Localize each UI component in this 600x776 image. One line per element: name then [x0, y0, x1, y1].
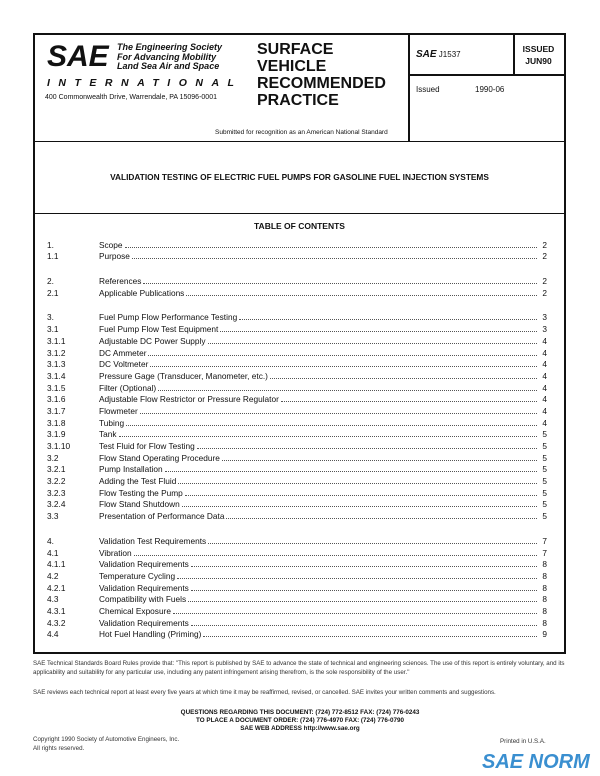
toc-title: DC Ammeter — [99, 347, 147, 358]
international-text: INTERNATIONAL — [47, 77, 243, 89]
row-divider — [408, 74, 564, 76]
toc-leader — [177, 578, 537, 579]
toc-entry — [47, 334, 547, 346]
toc-leader — [126, 425, 537, 426]
toc-entry — [47, 546, 547, 558]
printed-in: Printed in U.S.A. — [500, 738, 546, 745]
toc-leader — [208, 543, 537, 544]
toc-title: Adjustable Flow Restrictor or Pressure Regulator — [99, 394, 279, 405]
toc-entry — [47, 451, 547, 463]
toc-entry — [47, 286, 547, 298]
order-line: TO PLACE A DOCUMENT ORDER: (724) 776-4970 FAX: (724) 776-0790 — [196, 717, 404, 724]
toc-page: 3 — [542, 312, 547, 323]
address: 400 Commonwealth Drive, Warrendale, PA 15096-0001 — [45, 94, 217, 101]
toc-number: 3.1.4 — [47, 370, 66, 381]
toc-entry — [47, 250, 547, 262]
toc-entry — [47, 439, 547, 451]
toc-number: 1.1 — [47, 251, 59, 262]
toc-page: 4 — [542, 394, 547, 405]
toc-number: 3.1.1 — [47, 335, 66, 346]
toc-number: 3.1.9 — [47, 429, 66, 440]
toc-number: 3.1.5 — [47, 382, 66, 393]
toc-leader — [134, 555, 537, 556]
toc-title: Validation Requirements — [99, 582, 189, 593]
toc-entry — [47, 558, 547, 570]
toc-entry — [47, 274, 547, 286]
toc-number: 3.1.10 — [47, 441, 71, 451]
toc-title: Pressure Gage (Transducer, Manometer, etc.) — [99, 370, 268, 381]
document-title: VALIDATION TESTING OF ELECTRIC FUEL PUMPS FOR GASOLINE FUEL INJECTION SYSTEMS — [35, 141, 564, 214]
toc-entry — [47, 404, 547, 416]
category-title: SURFACE VEHICLE RECOMMENDED PRACTICE — [257, 41, 386, 109]
toc-title: Test Fluid for Flow Testing — [99, 441, 195, 451]
toc-title: Applicable Publications — [99, 287, 185, 298]
toc-page: 5 — [542, 429, 547, 440]
tagline: The Engineering Society For Advancing Mobility Land Sea Air and Space — [117, 42, 223, 71]
toc-title: Presentation of Performance Data — [99, 511, 225, 522]
toc-title: Validation Requirements — [99, 617, 189, 628]
toc-page: 9 — [542, 629, 547, 640]
toc-title: Compatibility with Fuels — [99, 594, 187, 605]
toc-leader — [281, 401, 537, 402]
toc-entry — [47, 311, 547, 323]
toc-leader — [148, 355, 537, 356]
toc-title: Vibration — [99, 547, 132, 558]
toc-number: 2. — [47, 276, 54, 287]
toc-page: 2 — [542, 239, 547, 250]
toc-page: 2 — [542, 287, 547, 298]
toc-page: 4 — [542, 417, 547, 428]
toc-leader — [158, 390, 537, 391]
toc-page: 5 — [542, 511, 547, 522]
toc-number: 3.1.8 — [47, 417, 66, 428]
toc-number: 1. — [47, 239, 54, 250]
issued-label: Issued — [416, 85, 440, 94]
toc-number: 3.2.4 — [47, 499, 66, 510]
toc-number: 3.2.2 — [47, 476, 66, 487]
toc-number: 3.1.2 — [47, 347, 66, 358]
toc-entry — [47, 393, 547, 405]
toc-leader — [208, 343, 537, 344]
toc-page: 5 — [542, 499, 547, 510]
toc-number: 4.3 — [47, 594, 59, 605]
rights: All rights reserved. — [33, 745, 85, 752]
toc-entry — [47, 498, 547, 510]
toc-title: Filter (Optional) — [99, 382, 157, 393]
toc-leader — [197, 448, 537, 449]
toc-number: 3.1.6 — [47, 394, 66, 405]
toc-entry — [47, 593, 547, 605]
toc-title: Temperature Cycling — [99, 570, 176, 581]
toc-leader — [203, 636, 537, 637]
toc-page: 8 — [542, 582, 547, 593]
toc-entry — [47, 428, 547, 440]
toc-entry — [47, 628, 547, 640]
toc-leader — [143, 283, 537, 284]
toc-page: 2 — [542, 251, 547, 262]
toc-page: 4 — [542, 335, 547, 346]
toc-page: 7 — [542, 547, 547, 558]
toc-page: 8 — [542, 570, 547, 581]
web-address: SAE WEB ADDRESS http://www.sae.org — [240, 725, 360, 732]
toc-leader — [165, 471, 537, 472]
toc-leader — [185, 495, 537, 496]
toc-leader — [222, 460, 537, 461]
toc-page: 5 — [542, 464, 547, 475]
toc-leader — [132, 258, 537, 259]
toc-title: Pump Installation — [99, 464, 163, 475]
toc-title: Validation Requirements — [99, 559, 189, 570]
questions-line: QUESTIONS REGARDING THIS DOCUMENT: (724) 772-8512 FAX: (724) 776-0243 — [180, 709, 420, 716]
toc-entry — [47, 486, 547, 498]
toc-entry — [47, 463, 547, 475]
toc-title: Chemical Exposure — [99, 605, 171, 616]
toc-page: 5 — [542, 452, 547, 463]
toc-page: 8 — [542, 594, 547, 605]
header-block — [35, 35, 564, 142]
copyright: Copyright 1990 Society of Automotive Engineers, Inc. — [33, 736, 180, 743]
toc-page: 5 — [542, 487, 547, 498]
toc-number: 4.2 — [47, 570, 59, 581]
toc-leader — [186, 295, 537, 296]
toc-number: 4. — [47, 535, 54, 546]
toc-number: 3.2 — [47, 452, 59, 463]
toc-leader — [119, 436, 537, 437]
toc-page: 5 — [542, 476, 547, 487]
toc-number: 3. — [47, 312, 54, 323]
toc-title: Validation Test Requirements — [99, 535, 207, 546]
toc-page: 4 — [542, 405, 547, 416]
toc-leader — [182, 506, 537, 507]
toc-title: Purpose — [99, 251, 130, 262]
issued-date: 1990-06 — [475, 85, 505, 94]
toc-title: Flow Stand Operating Procedure — [99, 452, 220, 463]
toc-leader — [140, 413, 537, 414]
toc-number: 3.1.7 — [47, 405, 66, 416]
toc-page: 3 — [542, 324, 547, 335]
toc-number: 3.3 — [47, 511, 59, 522]
toc-title: Flow Testing the Pump — [99, 487, 183, 498]
toc-number: 3.1 — [47, 324, 59, 335]
toc-entry — [47, 509, 547, 521]
toc-title: Hot Fuel Handling (Priming) — [99, 629, 202, 640]
toc-entry — [47, 358, 547, 370]
sae-logo: SAE The Engineering Society For Advancing Mobility Land Sea Air and Space — [47, 40, 223, 73]
toc-title: Tank — [99, 429, 117, 440]
toc-entry — [47, 569, 547, 581]
policy-text-2: SAE reviews each technical report at least every five years at which time it may be reaffirmed, revised, or cancelled. SAE invites your written comments and suggestions. — [33, 689, 496, 696]
toc-leader — [178, 483, 537, 484]
toc-entry — [47, 238, 547, 250]
toc-number: 4.1 — [47, 547, 59, 558]
submitted-note: Submitted for recognition as an American National Standard — [215, 129, 388, 136]
toc-heading: TABLE OF CONTENTS — [254, 221, 345, 231]
document-number: SAE J1537 — [416, 49, 461, 60]
toc-title: DC Voltmeter — [99, 359, 149, 370]
toc-page: 8 — [542, 559, 547, 570]
toc-leader — [191, 625, 537, 626]
toc-leader — [188, 601, 537, 602]
toc-title: Tubing — [99, 417, 125, 428]
toc-title: References — [99, 276, 142, 287]
document-frame — [33, 33, 566, 654]
toc-page: 2 — [542, 276, 547, 287]
toc-page: 4 — [542, 382, 547, 393]
toc-page: 8 — [542, 617, 547, 628]
table-of-contents — [47, 238, 547, 639]
policy-text-1: SAE Technical Standards Board Rules provide that: "This report is published by SAE to advance the state of technical and engineering sciences. The use of this report is entirely voluntary, and its applicability and suitability for any particular use, including any patent infringement arising therefrom, is the sole responsibility of the user." — [33, 660, 565, 676]
toc-number: 4.4 — [47, 629, 59, 640]
toc-page: 4 — [542, 347, 547, 358]
toc-title: Adding the Test Fluid — [99, 476, 177, 487]
toc-leader — [173, 613, 537, 614]
toc-title: Scope — [99, 239, 123, 250]
toc-entry — [47, 416, 547, 428]
toc-leader — [226, 518, 537, 519]
toc-entry — [47, 604, 547, 616]
toc-number: 3.1.3 — [47, 359, 66, 370]
toc-page: 7 — [542, 535, 547, 546]
toc-entry — [47, 381, 547, 393]
toc-number: 2.1 — [47, 287, 59, 298]
issued-badge: ISSUED JUN90 — [522, 44, 555, 66]
toc-leader — [220, 331, 537, 332]
toc-page: 4 — [542, 359, 547, 370]
toc-entry — [47, 616, 547, 628]
toc-entry — [47, 474, 547, 486]
toc-title: Adjustable DC Power Supply — [99, 335, 206, 346]
toc-entry — [47, 322, 547, 334]
toc-title: Fuel Pump Flow Performance Testing — [99, 312, 238, 323]
toc-leader — [270, 378, 537, 379]
toc-leader — [191, 590, 537, 591]
toc-number: 3.2.1 — [47, 464, 66, 475]
toc-entry — [47, 534, 547, 546]
toc-number: 4.2.1 — [47, 582, 66, 593]
toc-page: 8 — [542, 605, 547, 616]
toc-number: 4.3.2 — [47, 617, 66, 628]
column-divider — [408, 35, 410, 141]
toc-number: 4.3.1 — [47, 605, 66, 616]
toc-leader — [125, 247, 537, 248]
toc-leader — [191, 566, 537, 567]
toc-title: Flowmeter — [99, 405, 138, 416]
toc-page: 5 — [542, 441, 547, 451]
toc-title: Fuel Pump Flow Test Equipment — [99, 324, 219, 335]
toc-title: Flow Stand Shutdown — [99, 499, 180, 510]
toc-entry — [47, 369, 547, 381]
toc-number: 3.2.3 — [47, 487, 66, 498]
toc-leader — [150, 366, 537, 367]
toc-page: 4 — [542, 370, 547, 381]
toc-entry — [47, 346, 547, 358]
toc-entry — [47, 581, 547, 593]
toc-number: 4.1.1 — [47, 559, 66, 570]
sae-norm-watermark: SAE NORM — [482, 751, 590, 773]
toc-leader — [239, 319, 537, 320]
